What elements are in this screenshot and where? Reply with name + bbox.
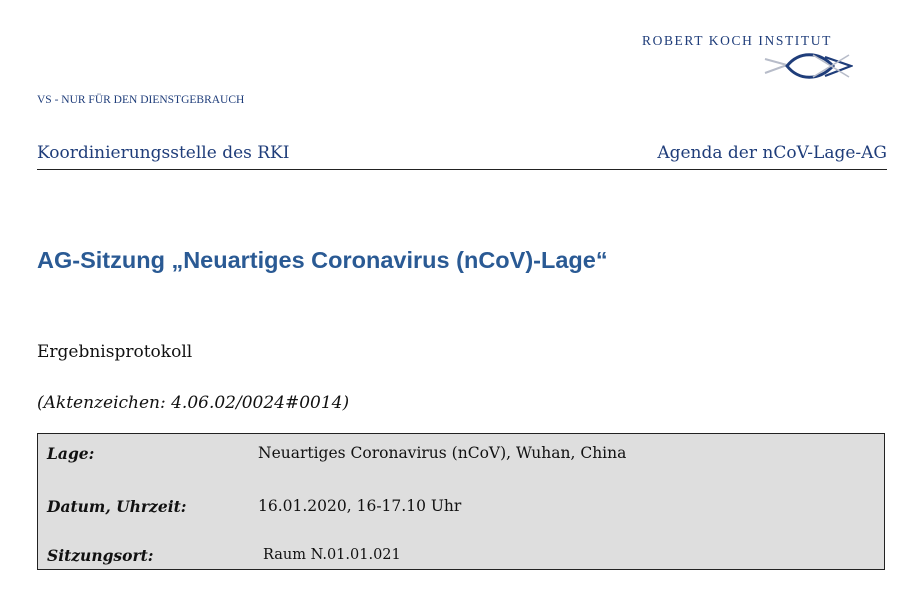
document-type: Ergebnisprotokoll: [37, 342, 193, 362]
info-label: Lage:: [47, 444, 95, 463]
info-value: 16.01.2020, 16-17.10 Uhr: [258, 497, 462, 515]
info-value: Raum N.01.01.021: [263, 547, 401, 563]
info-label: Sitzungsort:: [47, 546, 154, 565]
page-title: AG-Sitzung „Neuartiges Coronavirus (nCoV)-Lage“: [37, 247, 608, 273]
info-row-sitzungsort: [38, 546, 884, 576]
header-divider: [37, 169, 887, 170]
classification-label: VS - NUR FÜR DEN DIENSTGEBRAUCH: [37, 94, 245, 106]
rki-logo: [620, 30, 880, 90]
header-agenda: Agenda der nCoV-Lage-AG: [657, 143, 887, 163]
logo-text: ROBERT KOCH INSTITUT: [642, 33, 832, 48]
info-value: Neuartiges Coronavirus (nCoV), Wuhan, China: [258, 444, 627, 462]
info-row-lage: [38, 444, 884, 474]
rki-fish-logo-icon: [763, 49, 853, 83]
info-label: Datum, Uhrzeit:: [47, 497, 187, 516]
header-organization: Koordinierungsstelle des RKI: [37, 143, 290, 163]
document-reference: (Aktenzeichen: 4.06.02/0024#0014): [37, 393, 350, 413]
info-row-datum: [38, 497, 884, 527]
meeting-info-box: [37, 433, 885, 570]
